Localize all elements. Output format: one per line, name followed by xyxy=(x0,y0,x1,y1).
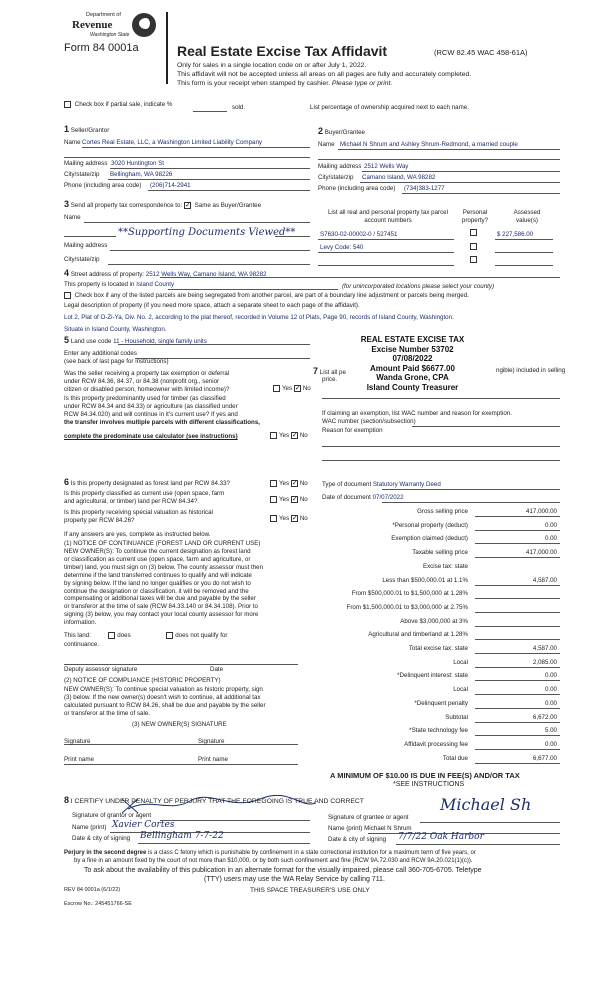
timber-q-line2: under RCW 84.34 and 84.33) or agriculture (as classified under xyxy=(64,403,238,410)
segregate-checkbox[interactable] xyxy=(64,292,71,299)
notice1_body-line: determine if the land transferred continues to qualify and will indicate xyxy=(64,571,252,579)
yes-label: Yes xyxy=(279,496,290,504)
tax-row-value[interactable]: 2,085.00 xyxy=(532,658,557,666)
minimum-due-note: A MINIMUM OF $10.00 IS DUE IN FEE(S) AND/OR TAX xyxy=(330,771,520,780)
new-owner-sig-heading: (3) NEW OWNER(S) SIGNATURE xyxy=(132,721,227,728)
tax-row-underline xyxy=(475,612,560,613)
tax-row-label: Gross selling price xyxy=(417,508,468,515)
tax-row-underline xyxy=(475,680,560,681)
perjury-line2: by a fine in an amount fixed by the court of not more than $10,000, or by both such confinement and fine (RCW 9A.72.030 and RCW 9A.20.021(1)(c)). xyxy=(74,858,473,864)
timber-q-line5: complete the predominate use calculator (see instructions) xyxy=(64,433,238,440)
tax-row-label: Excise tax: state xyxy=(422,562,468,570)
forest-yes-checkbox[interactable] xyxy=(270,480,277,487)
no-label: No xyxy=(299,515,308,523)
treasurer-use-only: THIS SPACE TREASURER'S USE ONLY xyxy=(250,887,370,894)
buyer-phone[interactable]: (734)383-1277 xyxy=(404,185,445,192)
tax-row-label: *Personal property (deduct) xyxy=(392,521,468,529)
forest-number: 6 xyxy=(64,477,70,487)
timber-q-line4: the transfer involves multiple parcels with different classifications, xyxy=(64,419,260,426)
landuse-number: 5 xyxy=(64,335,70,345)
does-not-label: does not qualify for xyxy=(175,632,228,640)
parcel-header: List all real and personal property tax parcel account numbers xyxy=(327,209,449,224)
grantor-name-label: Name (print) xyxy=(72,824,107,831)
grantor-date[interactable]: Bellingham 7-7-22 xyxy=(140,831,224,841)
treasurer-stamp xyxy=(330,335,495,392)
tax-row-label: Affidavit processing fee xyxy=(404,740,468,748)
exemption-q-line3: citizen or disabled person, homeowner with limited income)? xyxy=(64,386,230,393)
deputy-sig-label: Deputy assessor signature xyxy=(64,666,138,673)
tax-row-label: Exemption claimed (deduct) xyxy=(391,535,468,543)
rcw-reference: (RCW 82.45 WAC 458-61A) xyxy=(434,48,528,57)
certify-heading: I CERTIFY UNDER PENALTY OF PERJURY THAT THE FOREGOING IS TRUE AND CORRECT xyxy=(70,798,364,805)
stamp-line2: Excise Number 53702 xyxy=(371,344,454,354)
street-address[interactable]: 2512 Wells Way, Camano Island, WA 98282 xyxy=(145,271,267,278)
buyer-number: 2 xyxy=(318,126,324,136)
property-number: 4 xyxy=(64,268,70,278)
yes-label: Yes xyxy=(279,432,290,440)
section7-price: price. xyxy=(322,376,338,383)
tax-row-label: Above $3,000,000 at 3% xyxy=(400,617,468,625)
tax-row-value[interactable]: 417,000.00 xyxy=(526,508,557,515)
tax-row-value[interactable]: 4,587.00 xyxy=(532,576,557,584)
assessed-value-1[interactable]: $ 227,586.00 xyxy=(497,231,534,238)
yes-label: Yes xyxy=(279,480,290,488)
seller-phone[interactable]: (206)714-2941 xyxy=(150,182,191,189)
tax-row-label: *Delinquent penalty xyxy=(414,699,468,707)
section7-text-a: List all pe xyxy=(319,369,346,376)
tax-row-underline xyxy=(475,653,560,654)
current-use-yes-checkbox[interactable] xyxy=(270,496,277,503)
timber-q-line3: RCW 84.34.020) and will continue in it's current use? If yes and xyxy=(64,411,238,418)
grantee-signature[interactable]: Michael Sh xyxy=(440,795,532,814)
seller-heading: Seller/Grantor xyxy=(70,127,110,134)
dept-line3: Washington State xyxy=(90,32,130,38)
no-label: No xyxy=(302,385,311,393)
county[interactable]: Island County xyxy=(136,281,175,288)
intro-line2: This affidavit will not be accepted unless all areas on all pages are fully and accurately completed. xyxy=(177,71,472,78)
forest-no-checkbox[interactable] xyxy=(291,480,298,487)
tax-row-label: Agricultural and timberland at 1.28% xyxy=(368,631,468,639)
grantor-name[interactable]: Xavier Cortes xyxy=(112,820,175,830)
notice2_body-line: NEW OWNER(S): To continue special valuation as historic property, sign xyxy=(64,686,263,693)
deputy-date-label: Date xyxy=(210,666,224,673)
notice1_body-line: information. xyxy=(64,619,97,627)
personal-property-checkbox-3[interactable] xyxy=(470,256,477,263)
notice1_body-line: by signing below. If the land no longer qualifies or you do not wish to xyxy=(64,579,251,587)
doc-type-label: Type of document xyxy=(322,481,372,488)
page-title: Real Estate Excise Tax Affidavit xyxy=(177,43,388,59)
no-label: No xyxy=(299,496,308,504)
header-divider xyxy=(166,12,168,84)
notice1_body-line: NEW OWNER(S): To continue the current designation as forest land xyxy=(64,548,251,555)
stamp-line1: REAL ESTATE EXCISE TAX xyxy=(360,335,465,344)
ownership-pct-note: List percentage of ownership acquired next to each name. xyxy=(310,104,469,111)
tax-row-value[interactable]: 6,677.00 xyxy=(532,754,557,762)
alt-format-line1: To ask about the availability of this publication in an alternate format for the visually impaired, please call 360-705-6705. Teletype xyxy=(84,867,482,874)
revenue-logo-icon xyxy=(132,13,156,37)
exemption-claim-note: If claiming an exemption, list WAC number and reason for exemption. xyxy=(322,410,512,417)
tax-row-underline xyxy=(475,735,560,736)
supporting-docs-note: **Supporting Documents Viewed** xyxy=(118,227,296,238)
no-label: No xyxy=(299,480,308,488)
section7-text-b: ngible) included in selling xyxy=(496,367,566,374)
buyer-city[interactable]: Camano Island, WA 98282 xyxy=(362,174,436,181)
tax-row-value[interactable]: 0.00 xyxy=(544,740,557,748)
tax-row-label: Taxable selling price xyxy=(412,549,468,557)
personal-property-checkbox-1[interactable] xyxy=(470,229,477,236)
section7-number: 7 xyxy=(313,366,319,376)
tax-row-underline xyxy=(475,585,560,586)
same-as-buyer-checkbox[interactable] xyxy=(184,202,191,209)
notice2_body-line: calculated pursuant to RCW 84.26, shall be due and payable by the seller xyxy=(64,701,266,709)
levy-code[interactable]: Levy Code: 540 xyxy=(320,244,364,251)
intro-line3-italic: Please type or print. xyxy=(331,80,393,87)
unincorporated-note: (for unincorporated locations please select your county) xyxy=(342,283,495,290)
print-name-label-2: Print name xyxy=(198,756,228,763)
dept-line2: Revenue xyxy=(72,19,113,31)
tax-row-label: Local xyxy=(453,658,468,666)
additional-codes-label: Enter any additional codes xyxy=(64,350,137,357)
certify-number: 8 xyxy=(64,795,70,805)
buyer-city-label: City/state/zip xyxy=(318,174,354,181)
notice1-title: (1) NOTICE OF CONTINUANCE (FOREST LAND OR CURRENT USE) xyxy=(64,540,261,547)
stamp-line6: Island County Treasurer xyxy=(366,382,459,392)
tax-row-label: From $500,000.01 to $1,500,000 at 1.28% xyxy=(351,590,468,598)
intro-line1: Only for sales in a single location code on or after July 1, 2022. xyxy=(177,62,367,69)
landuse-code[interactable]: 11 - Household, single family units xyxy=(113,338,207,345)
form-number: Form 84 0001a xyxy=(64,42,139,54)
corr-city-label: City/state/zip xyxy=(64,256,100,263)
seller-mailing-label: Mailing address xyxy=(64,160,108,167)
grantor-date-label: Date & city of signing xyxy=(72,835,131,842)
tax-row-value[interactable]: 0.00 xyxy=(544,672,557,680)
notice2_body-line: or transferor at the time of sale. xyxy=(64,709,150,717)
tax-row-underline xyxy=(475,557,560,558)
reason-label: Reason for exemption xyxy=(322,427,383,434)
signature-label-1: Signature xyxy=(64,738,91,745)
exemption-q-line2: under RCW 84.36, 84.37, or 84.38 (nonprofit org., senior xyxy=(64,378,220,385)
grantee-name[interactable]: Michael N Shrum xyxy=(364,825,412,832)
stamp-line5: Wanda Grone, CPA xyxy=(376,373,449,382)
grantee-name-label: Name (print) xyxy=(328,825,363,832)
landuse-label: Land use code xyxy=(70,338,112,345)
seller-number: 1 xyxy=(64,124,70,134)
buyer-name[interactable]: Michael N Shrum and Ashley Shrum-Redmond, a married couple xyxy=(340,141,518,148)
stamp-line3: 07/08/2022 xyxy=(392,354,433,363)
legal-description-label: Legal description of property (if you need more space, attach a separate sheet to each page of the affidavit). xyxy=(64,302,360,309)
current-use-no-checkbox[interactable] xyxy=(291,496,298,503)
notice1-body xyxy=(64,548,263,627)
tax-row-underline xyxy=(475,749,560,750)
tax-row-value[interactable]: 5.00 xyxy=(544,727,557,735)
notice1_body-line: or classification as current use (open space, farm and agriculture, or xyxy=(64,555,251,563)
tax-row-underline xyxy=(475,598,560,599)
yes-label: Yes xyxy=(282,385,293,393)
doc-date-label: Date of document xyxy=(322,494,371,501)
tax-row-value[interactable]: 0.00 xyxy=(544,699,557,707)
grantee-date-label: Date & city of signing xyxy=(328,836,387,843)
rev-number: REV 84 0001a (6/1/22) xyxy=(64,887,121,893)
legal-description-1[interactable]: Lot 2, Plat of O-Zi-Ya, Div. No. 2, according to the plat thereof, recorded in Volume 12 of Plats, Page 90, records of Island County, Washington. xyxy=(64,314,454,321)
does-not-qualify-checkbox[interactable] xyxy=(166,632,173,639)
corr-name-label: Name xyxy=(64,214,81,221)
correspondence-number: 3 xyxy=(64,199,70,209)
notice2-body xyxy=(64,686,266,718)
corr-mailing-label: Mailing address xyxy=(64,242,108,249)
seller-phone-label: Phone (including area code) xyxy=(64,182,142,189)
tax-row-label: *Delinquent interest: state xyxy=(397,672,468,680)
tax-row-underline xyxy=(475,530,560,531)
assessed-value-header: Assessed value(s) xyxy=(513,209,541,224)
tax-row-underline xyxy=(475,516,560,517)
no-label: No xyxy=(299,432,308,440)
historic-yes-checkbox[interactable] xyxy=(270,515,277,522)
doc-date[interactable]: 07/07/2022 xyxy=(372,494,404,501)
tax-row-label: Total excise tax: state xyxy=(408,645,468,652)
tax-row-value[interactable]: 0.00 xyxy=(544,521,557,529)
print-name-label-1: Print name xyxy=(64,756,94,763)
if-any-yes-note: If any answers are yes, complete as instructed below. xyxy=(64,531,211,538)
seller-city-label: City/state/zip xyxy=(64,171,100,178)
notice1_body-line: continue the designation or classification, it will be removed and the xyxy=(64,587,249,595)
tax-row-underline xyxy=(475,639,560,640)
buyer-name-label: Name xyxy=(318,141,335,148)
dept-line1: Department of xyxy=(86,12,121,18)
partial-sale-sold: sold. xyxy=(232,104,246,111)
notice2-title: (2) NOTICE OF COMPLIANCE (HISTORIC PROPERTY) xyxy=(64,677,221,684)
buyer-heading: Buyer/Grantee xyxy=(324,129,365,136)
does-label: does xyxy=(117,632,131,640)
yes-label: Yes xyxy=(279,515,290,523)
partial-sale-label: Check box if partial sale, indicate % xyxy=(74,101,173,109)
seller-name-label: Name xyxy=(64,139,81,146)
tax-row-value[interactable]: 6,672.00 xyxy=(532,713,557,721)
notice1_body-line: compensating or additional taxes will be due and payable by the seller xyxy=(64,595,256,603)
seller-name[interactable]: Cortes Real Estate, LLC, a Washington Limited Liability Company xyxy=(82,139,262,146)
tax-row-underline xyxy=(475,763,560,764)
partial-sale-checkbox[interactable] xyxy=(64,101,71,108)
personal-property-header: Personal property? xyxy=(461,209,489,224)
personal-property-checkbox-2[interactable] xyxy=(470,243,477,250)
current-use-q-line1: Is this property classified as current use (open space, farm xyxy=(64,490,225,497)
timber-q-line1: Is this property predominantly used for timber (as classified xyxy=(64,395,226,402)
see-back-note: (see back of last page for instructions) xyxy=(64,358,169,365)
alt-format-line2: (TTY) users may use the WA Relay Service by calling 711. xyxy=(204,876,385,883)
does-qualify-checkbox[interactable] xyxy=(108,632,115,639)
tax-row-underline xyxy=(475,722,560,723)
segregate-label: Check box if any of the listed parcels are being segregated from another parcel, are part of a boundary line adjustment or parcels being merged. xyxy=(74,292,469,300)
buyer-mailing-label: Mailing address xyxy=(318,163,362,170)
legal-description-2[interactable]: Situate in Island County, Washington. xyxy=(64,326,167,333)
tax-row-label: Total due xyxy=(442,754,468,762)
intro-line3: This form is your receipt when stamped by cashier. xyxy=(177,80,330,87)
tax-row-label: *State technology fee xyxy=(409,727,468,735)
tax-row-value[interactable]: 417,000.00 xyxy=(526,549,557,557)
tax-row-underline xyxy=(475,667,560,668)
tax-row-value[interactable]: 4,587.00 xyxy=(532,645,557,652)
timber-yes-checkbox[interactable] xyxy=(270,432,277,439)
tax-row-underline xyxy=(475,708,560,709)
buyer-phone-label: Phone (including area code) xyxy=(318,185,396,192)
this-land-label: This land: xyxy=(64,632,91,640)
notice1_body-line: signing (3) below, you may contact your local county assessor for more xyxy=(64,611,259,619)
same-as-buyer-label: Same as Buyer/Grantee xyxy=(194,202,262,209)
seller-city[interactable]: Bellingham, WA 98226 xyxy=(110,171,173,178)
notice2_body-line: (3) below. If the new owner(s) doesn't wish to continue, all additional tax xyxy=(64,693,261,701)
perjury-line1: is a class C felony which is punishable by confinement in a state correctional institution for a maximum term of five years, or xyxy=(148,850,476,856)
street-label: Street address of property: xyxy=(70,271,145,278)
grantor-sig-label: Signature of grantor or agent xyxy=(72,812,152,819)
grantee-sig-label: Signature of grantee or agent xyxy=(328,814,409,821)
tax-row-label: Local xyxy=(453,686,468,694)
tax-row-underline xyxy=(475,694,560,695)
wac-label: WAC number (section/subsection) xyxy=(322,418,416,425)
doc-type[interactable]: Statutory Warranty Deed xyxy=(372,481,441,488)
signature-label-2: Signature xyxy=(198,738,225,745)
notice1_body-line: timber) land, you must sign on (3) below. The county assessor must then xyxy=(64,563,264,571)
timber-no-checkbox[interactable] xyxy=(291,432,298,439)
historic-no-checkbox[interactable] xyxy=(291,515,298,522)
correspondence-heading: Send all property tax correspondence to: xyxy=(70,202,183,209)
tax-row-underline xyxy=(475,543,560,544)
historic-q-line1: Is this property receiving special valuation as historical xyxy=(64,509,213,516)
grantee-date[interactable]: 7/7/22 Oak Harbor xyxy=(398,832,484,842)
notice1_body-line: or transferor at the time of sale (RCW 84.33.140 or 84.34.108). Prior to xyxy=(64,603,258,611)
exemption-yes-checkbox[interactable] xyxy=(273,385,280,392)
historic-q-line2: property per RCW 84.26? xyxy=(64,517,135,524)
tax-row-underline xyxy=(475,626,560,627)
escrow-number: Escrow No.: 245451766-SE xyxy=(64,901,132,907)
tax-row-label: From $1,500,000.01 to $3,000,000 at 2.75% xyxy=(346,603,468,611)
seller-mailing[interactable]: 3020 Huntington St xyxy=(111,160,164,167)
tax-row-value[interactable]: 0.00 xyxy=(544,686,557,694)
stamp-line4: Amount Paid $6677.00 xyxy=(370,363,455,373)
buyer-mailing[interactable]: 2512 Wells Way xyxy=(364,163,409,170)
exemption-q-line1: Was the seller receiving a property tax exemption or deferral xyxy=(64,370,230,377)
see-instructions-note: *SEE INSTRUCTIONS xyxy=(393,781,465,788)
exemption-no-checkbox[interactable] xyxy=(294,385,301,392)
perjury-bold: Perjury in the second degree xyxy=(64,850,147,856)
tax-row-label: Subtotal xyxy=(445,713,468,721)
parcel-number-1[interactable]: S7630-02-00002-0 / 527451 xyxy=(320,231,398,238)
tax-row-label: Less than $500,000.01 at 1.1% xyxy=(382,576,468,584)
tax-row-value[interactable]: 0.00 xyxy=(544,535,557,543)
located-label: This property is located in xyxy=(64,281,135,288)
current-use-q-line2: and agricultural, or timber) land per RCW 84.34? xyxy=(64,498,198,505)
continuance-label: continuance. xyxy=(64,641,100,648)
forest-q1: Is this property designated as forest land per RCW 84.33? xyxy=(70,480,230,487)
